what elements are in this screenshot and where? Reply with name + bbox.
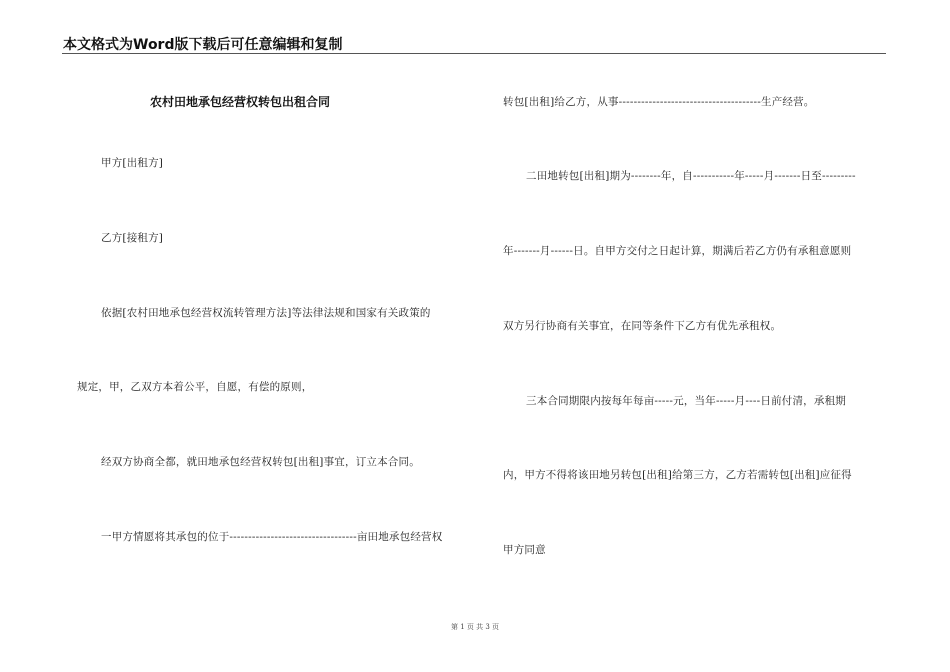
paragraph-line: 转包[出租]给乙方，从事--------------------------------------生产经营。 bbox=[503, 96, 815, 108]
document-header: 本文格式为Word版下载后可任意编辑和复制 bbox=[63, 37, 343, 53]
header-divider bbox=[62, 53, 886, 54]
paragraph-line: 乙方[接租方] bbox=[101, 232, 164, 244]
paragraph-line: 甲方同意 bbox=[503, 544, 546, 556]
paragraph-line: 一甲方情愿将其承包的位于----------------------------------亩田地承包经营权 bbox=[101, 531, 443, 543]
paragraph-line: 年-------月------日。自甲方交付之日起计算，期满后若乙方仍有承租意愿则 bbox=[503, 245, 852, 257]
paragraph-line: 三本合同期限内按每年每亩-----元，当年-----月----日前付清，承租期 bbox=[526, 395, 846, 407]
paragraph-line: 依据[农村田地承包经营权流转管理方法]等法律法规和国家有关政策的 bbox=[101, 307, 431, 319]
paragraph-line: 双方另行协商有关事宜，在同等条件下乙方有优先承租权。 bbox=[503, 320, 782, 332]
paragraph-line: 规定，甲，乙双方本着公平，自愿，有偿的原则， bbox=[77, 381, 313, 393]
paragraph-line: 二田地转包[出租]期为--------年，自-----------年-----月-------日至--------- bbox=[526, 170, 856, 182]
paragraph-line: 经双方协商全都，就田地承包经营权转包[出租]事宜，订立本合同。 bbox=[101, 456, 420, 468]
document-title: 农村田地承包经营权转包出租合同 bbox=[150, 95, 331, 109]
page-indicator: 第 1 页 共 3 页 bbox=[450, 623, 500, 631]
paragraph-line: 内，甲方不得将该田地另转包[出租]给第三方，乙方若需转包[出租]应征得 bbox=[503, 469, 852, 481]
paragraph-line: 甲方[出租方] bbox=[101, 157, 164, 169]
